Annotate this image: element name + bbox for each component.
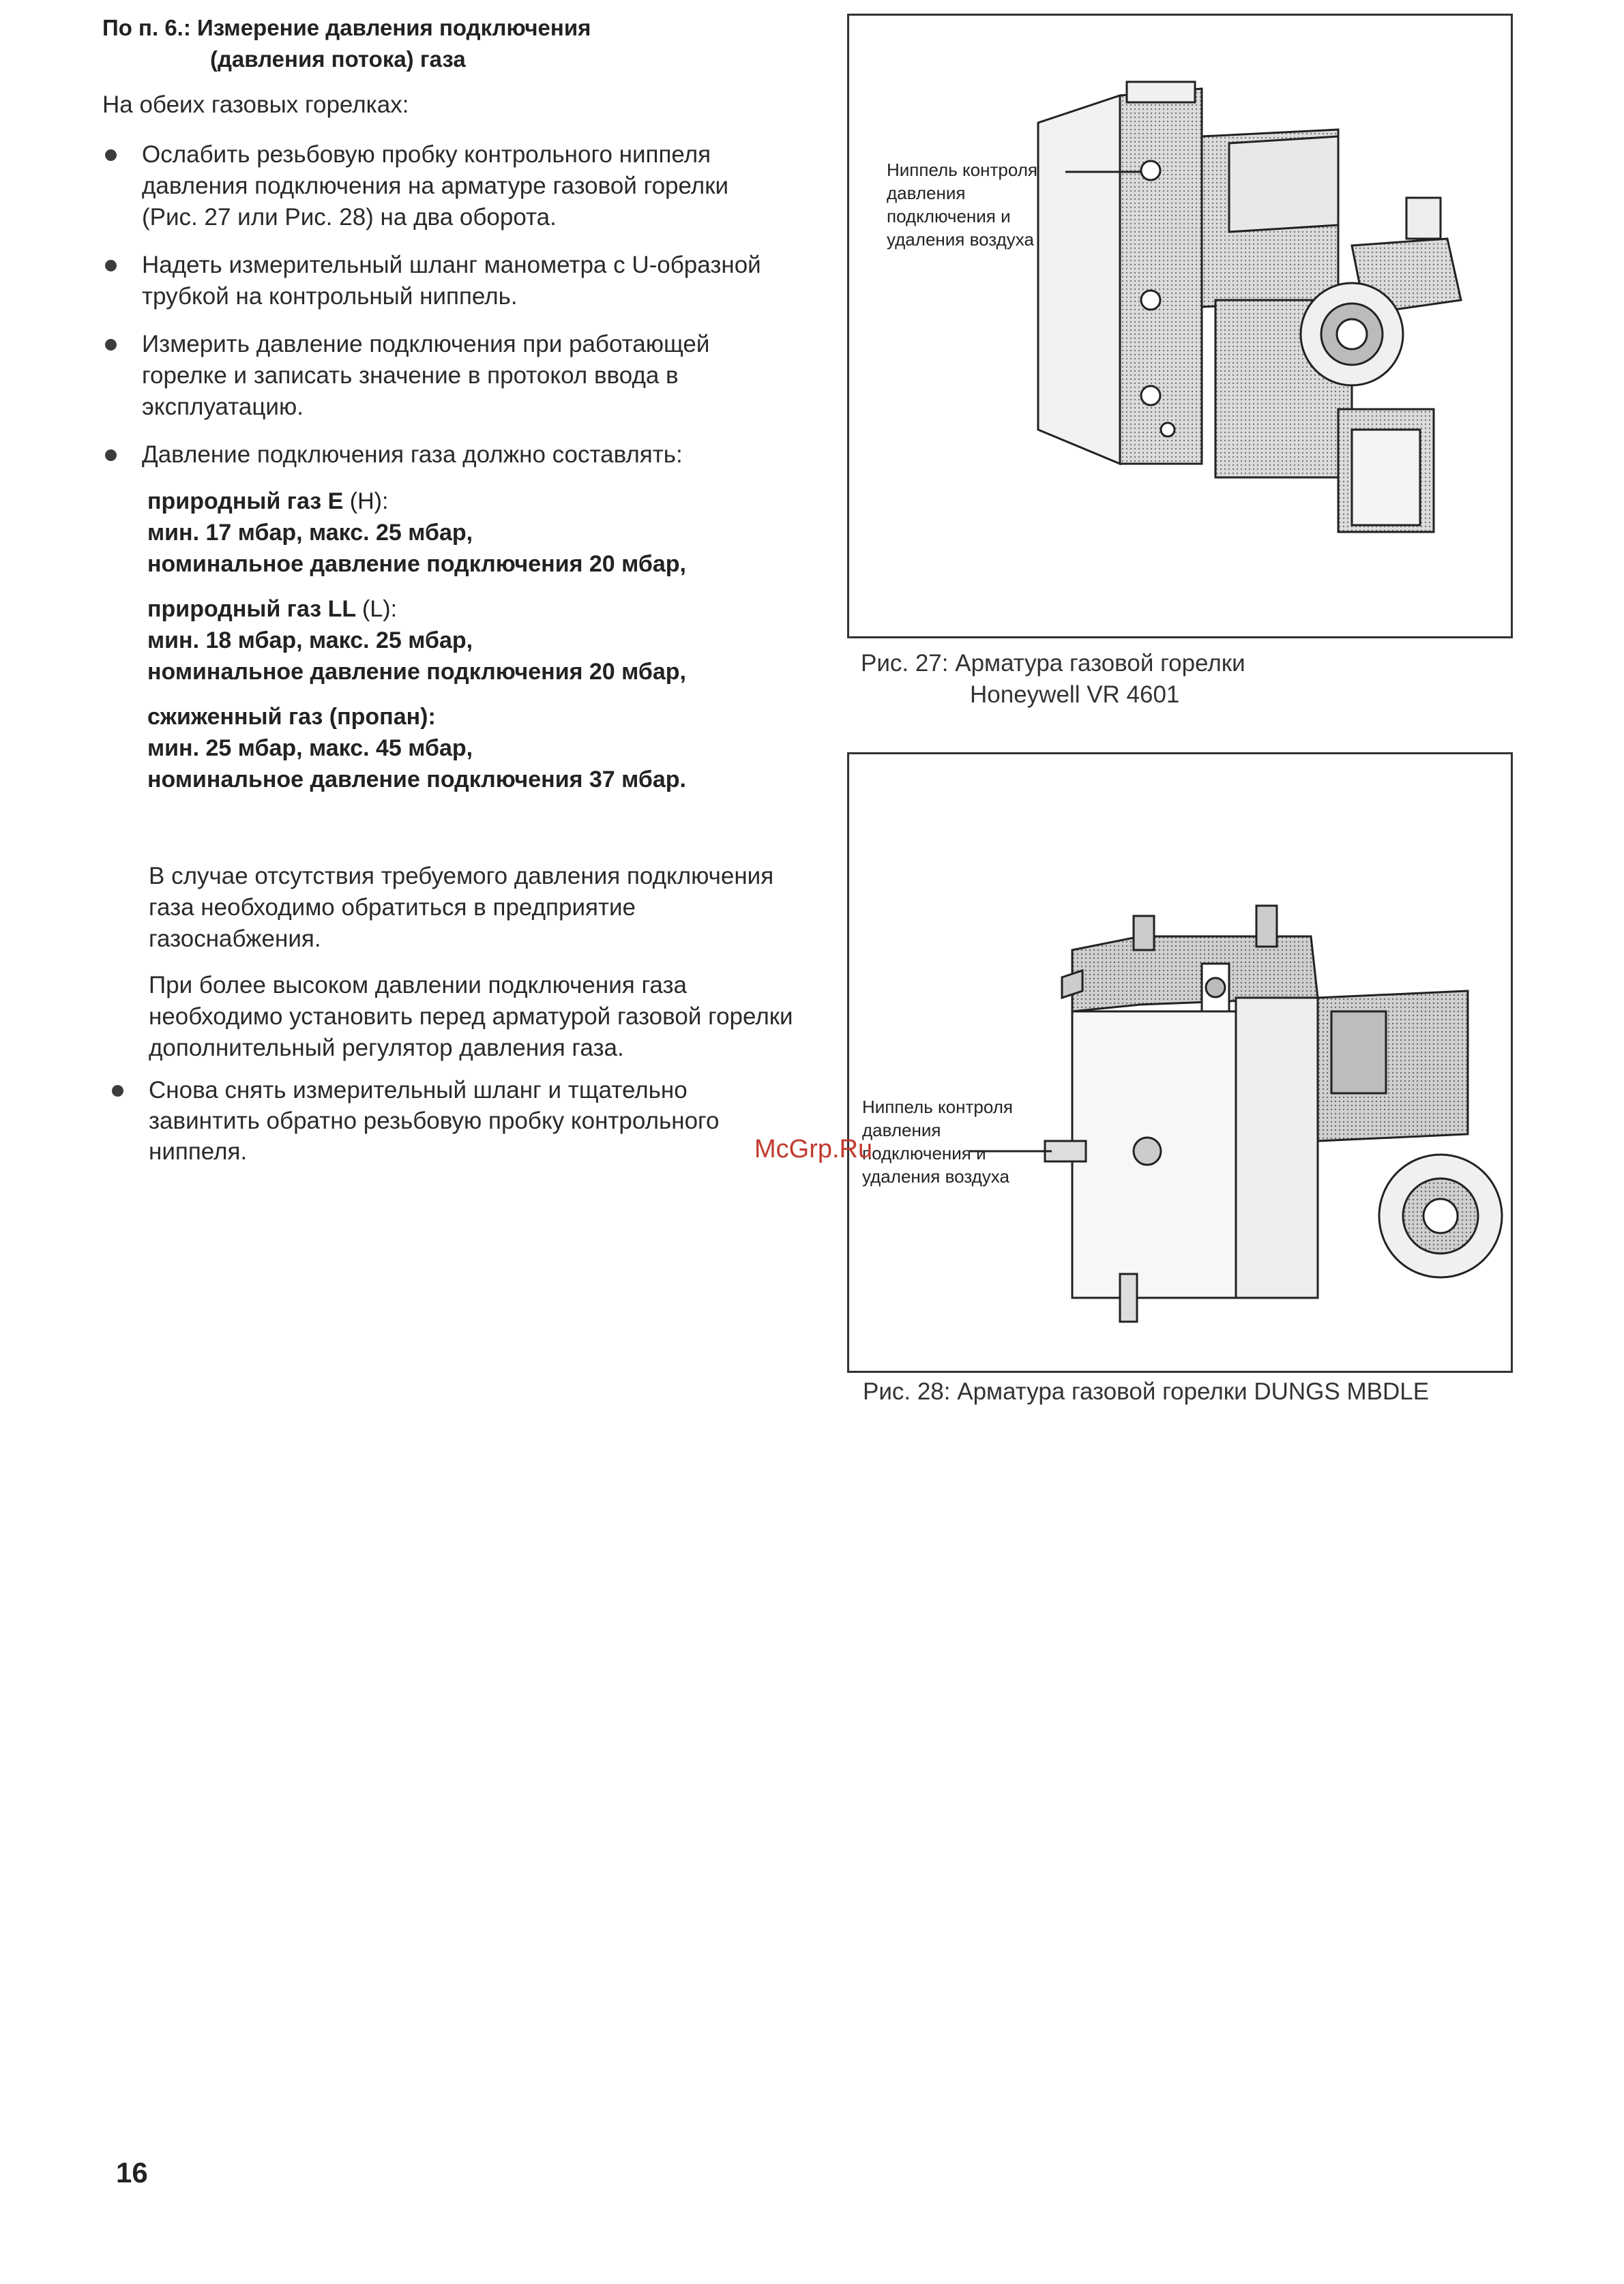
gas-code: (H): <box>349 488 389 514</box>
gas-name: природный газ E <box>147 488 344 514</box>
gas-pressure-specs <box>147 486 795 809</box>
intro-text: На обеих газовых горелках: <box>102 91 409 118</box>
figure-28-callout: Ниппель контроля давления подключения и удаления воздуха <box>862 1097 1013 1187</box>
gas-type-natural-ll <box>147 593 795 687</box>
gas-nominal: номинальное давление подключения 20 мбар, <box>147 551 686 577</box>
step-item: Давление подключения газа должно составлять: <box>102 439 784 471</box>
heading-line-2: (давления потока) газа <box>210 46 466 72</box>
step-item: Надеть измерительный шланг манометра с U-образной трубкой на контрольный ниппель. <box>102 250 784 312</box>
gas-range: мин. 25 мбар, макс. 45 мбар, <box>147 735 473 761</box>
gas-range: мин. 18 мбар, макс. 25 мбар, <box>147 627 473 653</box>
figure-27-callout: Ниппель контроля давления подключения и удаления воздуха <box>887 160 1037 250</box>
note-missing-pressure: В случае отсутствия требуемого давления подключения газа необходимо обратиться в предприятие газоснабжения. <box>149 863 774 952</box>
section-heading <box>102 12 818 75</box>
gas-code: (L): <box>362 596 398 622</box>
figure-27-caption <box>861 648 1245 711</box>
dungs-valve-illustration <box>847 752 1513 1373</box>
note-high-pressure: При более высоком давлении подключения газа необходимо установить перед арматурой газовой горелки дополнительный регулятор давления газа. <box>149 972 793 1061</box>
heading-line-1: По п. 6.: Измерение давления подключения <box>102 15 591 40</box>
watermark: McGrp.Ru <box>754 1135 873 1163</box>
caption-line-2: Honeywell VR 4601 <box>970 681 1180 708</box>
final-step-list <box>102 1075 798 1167</box>
gas-name: природный газ LL <box>147 596 356 622</box>
gas-nominal: номинальное давление подключения 37 мбар. <box>147 767 686 792</box>
honeywell-valve-illustration <box>847 14 1513 638</box>
page-number: 16 <box>116 2156 148 2189</box>
caption-line-1: Рис. 27: Арматура газовой горелки <box>861 650 1245 677</box>
gas-nominal: номинальное давление подключения 20 мбар, <box>147 659 686 685</box>
gas-range: мин. 17 мбар, макс. 25 мбар, <box>147 520 473 546</box>
figure-28-caption: Рис. 28: Арматура газовой горелки DUNGS MBDLE <box>863 1378 1430 1405</box>
step-item: Измерить давление подключения при работающей горелке и записать значение в протокол ввода в эксплуатацию. <box>102 329 784 423</box>
steps-list <box>102 139 784 487</box>
step-item: Снова снять измерительный шланг и тщательно завинтить обратно резьбовую пробку контрольного ниппеля. <box>102 1075 798 1167</box>
gas-type-lpg <box>147 701 795 795</box>
step-item: Ослабить резьбовую пробку контрольного ниппеля давления подключения на арматуре газовой горелки (Рис. 27 или Рис. 28) на два оборота. <box>102 139 784 233</box>
gas-name: сжиженный газ (пропан): <box>147 704 436 730</box>
gas-type-natural-e <box>147 486 795 580</box>
